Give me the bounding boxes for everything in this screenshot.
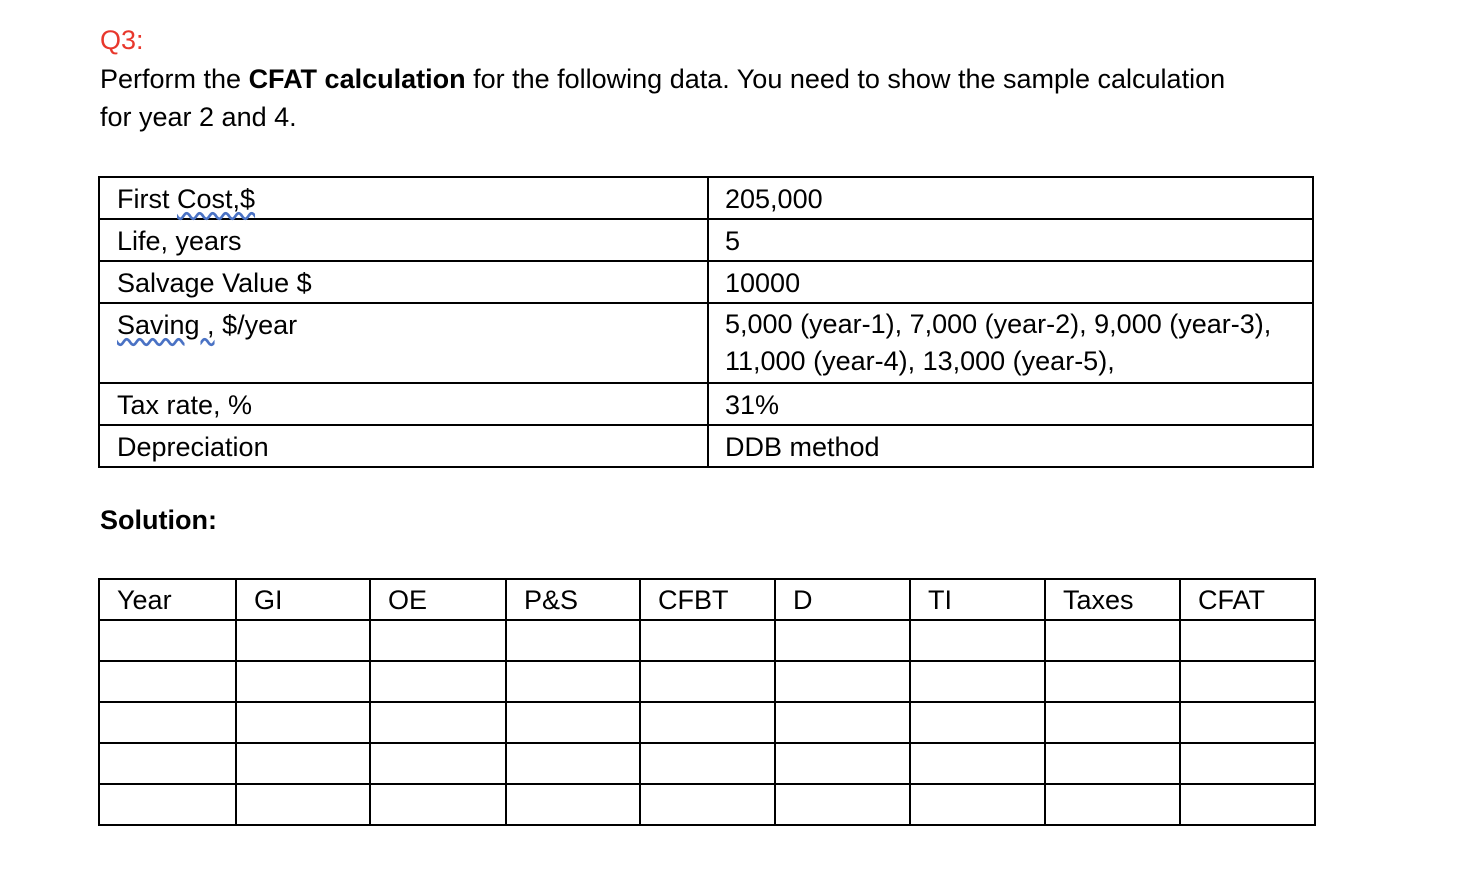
- table-cell[interactable]: [370, 743, 506, 784]
- table-cell[interactable]: [640, 661, 775, 702]
- solution-heading: Solution:: [100, 505, 217, 535]
- table-cell[interactable]: [99, 702, 236, 743]
- table-cell[interactable]: [1180, 661, 1315, 702]
- header-cfbt: CFBT: [640, 579, 775, 620]
- table-cell[interactable]: [236, 784, 370, 825]
- table-cell[interactable]: [99, 784, 236, 825]
- table-cell[interactable]: [775, 661, 910, 702]
- table-cell[interactable]: [236, 743, 370, 784]
- given-value-salvage: 10000: [708, 261, 1313, 303]
- given-label-life: Life, years: [99, 219, 708, 261]
- table-cell[interactable]: [640, 702, 775, 743]
- table-cell[interactable]: [370, 702, 506, 743]
- given-label-tax-rate: Tax rate, %: [99, 383, 708, 425]
- cfat-header-row: [99, 579, 1315, 620]
- table-cell[interactable]: [1180, 620, 1315, 661]
- question-text-start: Perform the: [100, 64, 249, 94]
- table-cell[interactable]: [775, 702, 910, 743]
- label-part-underlined: Saving ,: [117, 310, 215, 340]
- given-value-saving: 5,000 (year-1), 7,000 (year-2), 9,000 (year-3), 11,000 (year-4), 13,000 (year-5),: [708, 303, 1313, 383]
- header-ps: P&S: [506, 579, 640, 620]
- given-value-first-cost: 205,000: [708, 177, 1313, 219]
- question-text-bold: CFAT calculation: [248, 64, 466, 94]
- given-value-life: 5: [708, 219, 1313, 261]
- header-cfat: CFAT: [1180, 579, 1315, 620]
- table-cell[interactable]: [99, 620, 236, 661]
- question-text: [100, 60, 1250, 136]
- table-cell[interactable]: [775, 620, 910, 661]
- given-data-table: [98, 176, 1314, 468]
- table-cell[interactable]: [1045, 620, 1180, 661]
- header-year: Year: [99, 579, 236, 620]
- table-cell[interactable]: [370, 784, 506, 825]
- given-value-depreciation: DDB method: [708, 425, 1313, 467]
- given-row-tax-rate: [99, 383, 1313, 425]
- table-cell[interactable]: [506, 702, 640, 743]
- given-label-first-cost: [99, 177, 708, 219]
- table-cell[interactable]: [910, 620, 1045, 661]
- table-cell[interactable]: [506, 620, 640, 661]
- table-cell[interactable]: [910, 702, 1045, 743]
- given-label-saving: [99, 303, 708, 383]
- table-cell[interactable]: [1045, 743, 1180, 784]
- table-row: [99, 702, 1315, 743]
- label-part: First: [117, 184, 177, 214]
- table-row: [99, 620, 1315, 661]
- table-cell[interactable]: [370, 620, 506, 661]
- table-cell[interactable]: [640, 784, 775, 825]
- table-cell[interactable]: [506, 784, 640, 825]
- table-cell[interactable]: [775, 743, 910, 784]
- label-part: $/year: [214, 310, 298, 340]
- given-row-salvage: [99, 261, 1313, 303]
- question-text-end: for the following data. You need to show the sample calculation for year 2 and 4.: [100, 64, 1226, 132]
- header-d: D: [775, 579, 910, 620]
- table-cell[interactable]: [506, 743, 640, 784]
- given-label-salvage: Salvage Value $: [99, 261, 708, 303]
- label-part-underlined: Cost,$: [177, 184, 256, 214]
- given-label-depreciation: Depreciation: [99, 425, 708, 467]
- table-cell[interactable]: [1180, 702, 1315, 743]
- table-cell[interactable]: [99, 743, 236, 784]
- table-row: [99, 743, 1315, 784]
- table-cell[interactable]: [236, 702, 370, 743]
- table-cell[interactable]: [775, 784, 910, 825]
- table-cell[interactable]: [1045, 702, 1180, 743]
- table-cell[interactable]: [1045, 661, 1180, 702]
- given-row-saving: [99, 303, 1313, 383]
- given-value-tax-rate: 31%: [708, 383, 1313, 425]
- table-cell[interactable]: [506, 661, 640, 702]
- table-cell[interactable]: [370, 661, 506, 702]
- table-cell[interactable]: [910, 743, 1045, 784]
- given-row-life: [99, 219, 1313, 261]
- header-ti: TI: [910, 579, 1045, 620]
- table-cell[interactable]: [1180, 743, 1315, 784]
- table-cell[interactable]: [640, 620, 775, 661]
- table-cell[interactable]: [1180, 784, 1315, 825]
- given-row-depreciation: [99, 425, 1313, 467]
- table-cell[interactable]: [236, 620, 370, 661]
- table-cell[interactable]: [640, 743, 775, 784]
- table-cell[interactable]: [1045, 784, 1180, 825]
- table-cell[interactable]: [910, 661, 1045, 702]
- given-row-first-cost: [99, 177, 1313, 219]
- table-row: [99, 661, 1315, 702]
- table-row: [99, 784, 1315, 825]
- question-number: Q3:: [100, 25, 144, 55]
- header-oe: OE: [370, 579, 506, 620]
- header-taxes: Taxes: [1045, 579, 1180, 620]
- header-gi: GI: [236, 579, 370, 620]
- table-cell[interactable]: [910, 784, 1045, 825]
- table-cell[interactable]: [236, 661, 370, 702]
- cfat-table: [98, 578, 1316, 826]
- table-cell[interactable]: [99, 661, 236, 702]
